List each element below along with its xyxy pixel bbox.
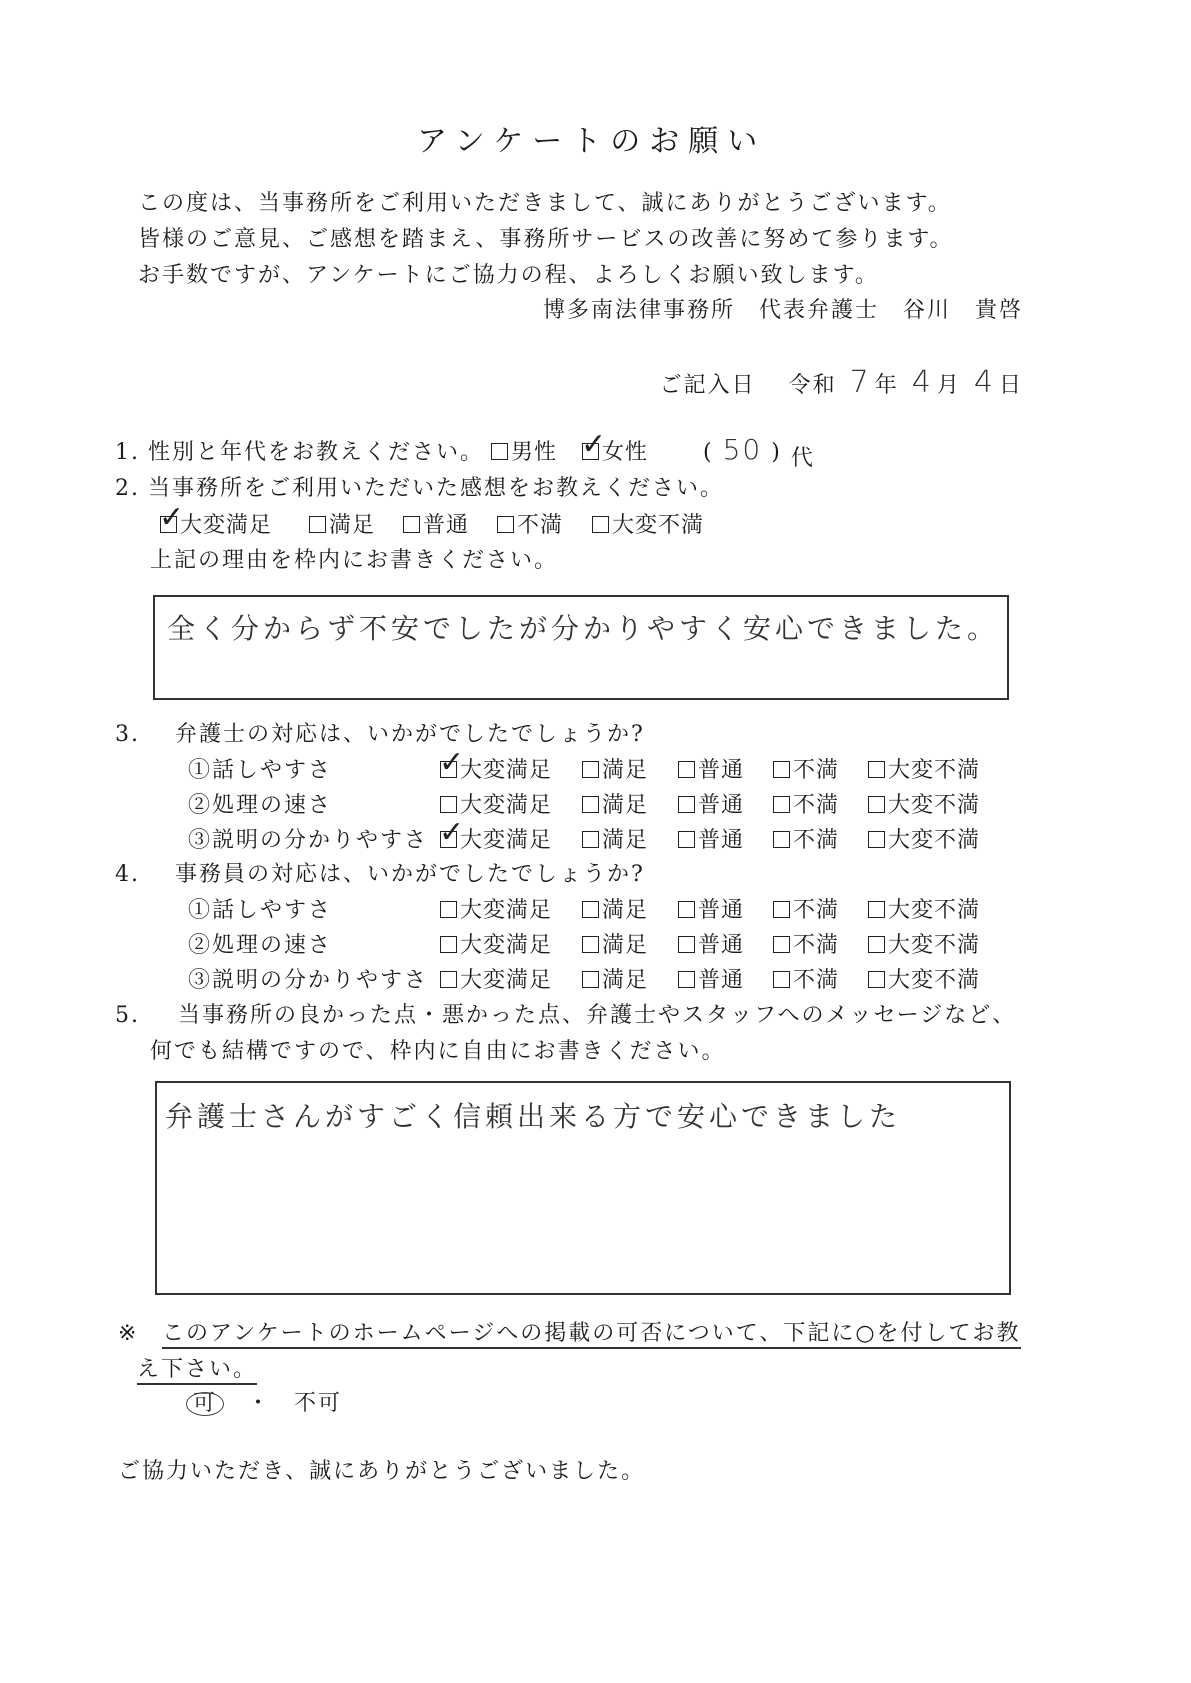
option-label: 普通 [698, 828, 745, 853]
checkbox[interactable] [678, 971, 695, 988]
note-line-1: このアンケートのホームページへの掲載の可否について、下記に○を付してお教 [162, 1323, 1021, 1349]
q5-question-line-2: 何でも結構ですので、枠内に自由にお書きください。 [150, 1039, 726, 1064]
q1-question: 性別と年代をお教えください。 [148, 440, 485, 465]
option-label: 不満 [793, 968, 840, 993]
checkbox[interactable] [582, 831, 599, 848]
checkbox[interactable] [773, 831, 790, 848]
option-label: 満足 [602, 898, 649, 923]
q1-number: 1. [115, 440, 140, 465]
option-label: 普通 [698, 758, 745, 783]
q3-row1-option[interactable] [678, 760, 744, 782]
q2-option[interactable] [309, 515, 375, 537]
q3-row2-option[interactable] [440, 795, 552, 817]
q3-row-label: ②処理の速さ [188, 793, 333, 818]
q1-female-option[interactable] [581, 427, 649, 465]
q2-option-label: 不満 [517, 513, 564, 538]
q4-row1-option[interactable] [678, 900, 744, 922]
q2-option[interactable] [159, 500, 273, 538]
q4-row-label: ③説明の分かりやすさ [188, 968, 429, 993]
q2-checkbox[interactable] [497, 516, 514, 533]
checkbox[interactable] [678, 936, 695, 953]
option-label: 普通 [698, 968, 745, 993]
date-month-unit: 月 [936, 373, 961, 398]
checkbox[interactable] [678, 831, 695, 848]
publish-allow-option[interactable]: 可 [186, 1392, 224, 1416]
q3-row3-option[interactable] [868, 830, 980, 852]
intro-line-1: この度は、当事務所をご利用いただきまして、誠にありがとうございます。 [138, 191, 952, 216]
q2-option[interactable] [592, 515, 704, 537]
check-mark-icon: ✓ [439, 815, 466, 850]
checkbox[interactable] [773, 936, 790, 953]
date-month[interactable]: 4 [911, 365, 933, 400]
q2-option-label: 満足 [329, 513, 376, 538]
q4-row2-option[interactable] [678, 935, 744, 957]
option-label: 大変不満 [888, 793, 981, 818]
q2-number: 2. [115, 476, 140, 501]
option-label: 満足 [602, 828, 649, 853]
option-label: 大変満足 [460, 898, 553, 923]
q2-answer-box[interactable] [153, 595, 1009, 700]
option-label: 普通 [698, 793, 745, 818]
checkbox[interactable] [678, 796, 695, 813]
check-mark-icon: ✓ [439, 745, 466, 780]
option-label: 満足 [602, 758, 649, 783]
option-label: 大変満足 [460, 793, 553, 818]
q4-row3-option[interactable] [773, 970, 839, 992]
q1-male-option[interactable] [491, 442, 557, 464]
q2-checkbox[interactable] [592, 516, 609, 533]
checkbox[interactable] [868, 901, 885, 918]
checkbox[interactable] [439, 815, 466, 850]
checkbox[interactable] [440, 796, 457, 813]
option-label: 満足 [602, 933, 649, 958]
option-label: 大変満足 [460, 828, 553, 853]
option-label: 大変不満 [888, 968, 981, 993]
date-era: 令和 [788, 373, 837, 398]
q4-row3-option[interactable] [678, 970, 744, 992]
q1-female-checkbox[interactable] [581, 427, 608, 462]
q2-option-label: 普通 [423, 513, 470, 538]
option-label: 大変不満 [888, 758, 981, 783]
checkbox[interactable] [773, 761, 790, 778]
q4-row2-option[interactable] [868, 935, 980, 957]
option-label: 大変不満 [888, 828, 981, 853]
q2-reason-prompt: 上記の理由を枠内にお書きください。 [150, 548, 559, 573]
q3-row2-option[interactable] [773, 795, 839, 817]
q4-row2-option[interactable] [440, 935, 552, 957]
q1-male-checkbox[interactable] [491, 443, 508, 460]
q4-row1-option[interactable] [773, 900, 839, 922]
q1-age-unit: 代 [790, 446, 815, 471]
date-label: ご記入日 [659, 373, 756, 398]
page-title: アンケートのお願い [417, 124, 767, 159]
q3-row3-option[interactable] [439, 815, 553, 853]
intro-line-2: 皆様のご意見、ご感想を踏まえ、事務所サービスの改善に努めて参ります。 [138, 227, 954, 252]
q3-row-label: ③説明の分かりやすさ [188, 828, 429, 853]
closing-message: ご協力いただき、誠にありがとうございました。 [118, 1459, 646, 1484]
option-label: 大変不満 [888, 898, 981, 923]
date-year-unit: 年 [874, 373, 899, 398]
check-mark-icon: ✓ [159, 500, 186, 535]
q3-row-label: ①話しやすさ [188, 758, 333, 783]
q2-question: 当事務所をご利用いただいた感想をお教えください。 [148, 476, 725, 501]
checkbox[interactable] [868, 936, 885, 953]
q3-row1-option[interactable] [439, 745, 553, 783]
entry-date [659, 365, 1023, 400]
signature: 博多南法律事務所 代表弁護士 谷川 貴啓 [542, 298, 1023, 323]
checkbox[interactable] [439, 745, 466, 780]
q1-male-label: 男性 [511, 440, 558, 465]
checkbox[interactable] [868, 971, 885, 988]
q3-row1-option[interactable] [582, 760, 648, 782]
q4-row3-option[interactable] [440, 970, 552, 992]
q1-age-open: ( [703, 440, 714, 465]
q3-row3-option[interactable] [678, 830, 744, 852]
q4-row1-option[interactable] [868, 900, 980, 922]
option-label: 不満 [793, 793, 840, 818]
checkbox[interactable] [582, 901, 599, 918]
option-label: 満足 [602, 793, 649, 818]
note-mark: ※ [118, 1321, 139, 1346]
q1-age-close: ) [771, 440, 782, 465]
q3-row3-option[interactable] [773, 830, 839, 852]
checkbox[interactable] [868, 761, 885, 778]
q1-age [703, 433, 815, 471]
publish-deny-option[interactable]: 不可 [294, 1391, 343, 1416]
q3-number: 3. [115, 722, 140, 747]
date-year[interactable]: 7 [849, 365, 871, 400]
option-label: 不満 [793, 933, 840, 958]
q4-row-label: ①話しやすさ [188, 898, 333, 923]
q2-option[interactable] [403, 515, 469, 537]
q3-row1-option[interactable] [868, 760, 980, 782]
checkbox[interactable] [440, 901, 457, 918]
q4-row1-option[interactable] [582, 900, 648, 922]
q5-answer-box[interactable] [155, 1081, 1011, 1295]
checkbox[interactable] [773, 901, 790, 918]
publish-separator: ・ [247, 1391, 272, 1416]
q4-row2-option[interactable] [582, 935, 648, 957]
checkbox[interactable] [868, 796, 885, 813]
option-label: 大変満足 [460, 758, 553, 783]
date-day[interactable]: 4 [973, 365, 995, 400]
q5-number: 5. [115, 1003, 140, 1028]
checkbox[interactable] [678, 901, 695, 918]
q2-checkbox[interactable] [309, 516, 326, 533]
q2-option-label: 大変不満 [612, 513, 705, 538]
q3-row2-option[interactable] [678, 795, 744, 817]
q2-checkbox[interactable] [403, 516, 420, 533]
q3-row1-option[interactable] [773, 760, 839, 782]
checkbox[interactable] [773, 971, 790, 988]
intro-line-3: お手数ですが、アンケートにご協力の程、よろしくお願い致します。 [138, 263, 879, 288]
checkbox[interactable] [678, 761, 695, 778]
q3-question: 弁護士の対応は、いかがでしたでしょうか? [175, 722, 645, 747]
check-mark-icon: ✓ [581, 427, 608, 462]
publish-consent [186, 1392, 342, 1416]
checkbox[interactable] [440, 936, 457, 953]
q4-row-label: ②処理の速さ [188, 933, 333, 958]
q2-option[interactable] [497, 515, 563, 537]
option-label: 不満 [793, 828, 840, 853]
checkbox[interactable] [773, 796, 790, 813]
q4-row1-option[interactable] [440, 900, 552, 922]
q4-question: 事務員の対応は、いかがでしたでしょうか? [175, 862, 645, 887]
q2-checkbox[interactable] [159, 500, 186, 535]
q2-answer-text: 全く分からず不安でしたが分かりやすく安心できました。 [167, 612, 1000, 645]
option-label: 大変満足 [460, 933, 553, 958]
option-label: 大変満足 [460, 968, 553, 993]
q1-age-value[interactable]: 50 [722, 433, 763, 466]
option-label: 大変不満 [888, 933, 981, 958]
option-label: 普通 [698, 933, 745, 958]
checkbox[interactable] [582, 936, 599, 953]
checkbox[interactable] [582, 761, 599, 778]
q5-answer-text: 弁護士さんがすごく信頼出来る方で安心できました [165, 1100, 902, 1133]
checkbox[interactable] [440, 971, 457, 988]
q2-option-label: 大変満足 [180, 513, 273, 538]
q3-row2-option[interactable] [868, 795, 980, 817]
q1-female-label: 女性 [602, 440, 649, 465]
q3-row3-option[interactable] [582, 830, 648, 852]
q4-number: 4. [115, 862, 140, 887]
checkbox[interactable] [582, 971, 599, 988]
option-label: 満足 [602, 968, 649, 993]
q3-row2-option[interactable] [582, 795, 648, 817]
option-label: 不満 [793, 898, 840, 923]
date-day-unit: 日 [998, 373, 1023, 398]
q4-row3-option[interactable] [868, 970, 980, 992]
q4-row2-option[interactable] [773, 935, 839, 957]
option-label: 普通 [698, 898, 745, 923]
checkbox[interactable] [868, 831, 885, 848]
checkbox[interactable] [582, 796, 599, 813]
option-label: 不満 [793, 758, 840, 783]
q4-row3-option[interactable] [582, 970, 648, 992]
note-line-2: え下さい。 [137, 1359, 257, 1385]
q5-question-line-1: 当事務所の良かった点・悪かった点、弁護士やスタッフへのメッセージなど、 [178, 1003, 1017, 1028]
